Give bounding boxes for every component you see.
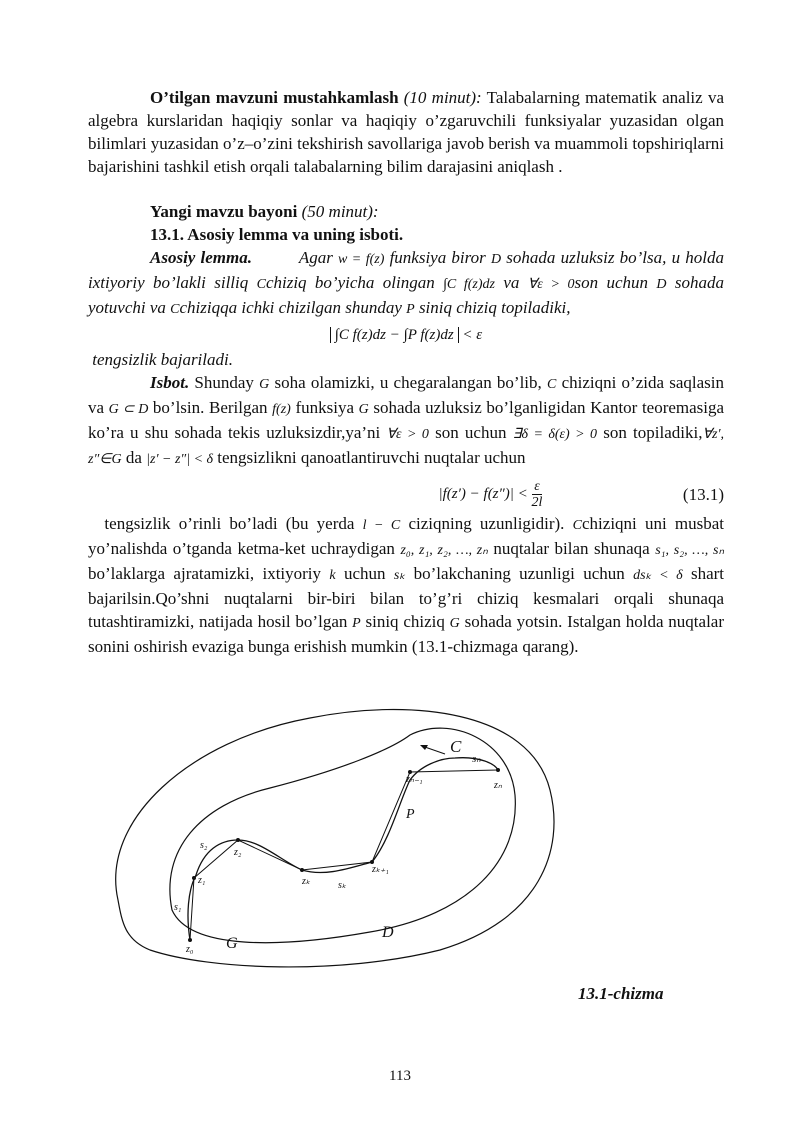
page-number: 113 <box>389 1068 411 1084</box>
figure-caption: 13.1-chizma <box>578 984 664 1003</box>
point-zn <box>496 768 500 772</box>
heading-new-topic: Yangi mavzu bayoni (50 minut): <box>150 202 379 221</box>
label-z2: z₂ <box>234 847 242 858</box>
paragraph-review <box>88 86 724 178</box>
proof-label: Isbot. <box>150 373 190 392</box>
lemma-conclusion: tengsizlik bajariladi. <box>92 350 233 369</box>
label-c: C <box>450 737 462 756</box>
review-title: O’tilgan mavzuni mustahkamlash <box>150 88 399 107</box>
label-g: G <box>226 935 238 952</box>
region-g-boundary <box>170 728 515 943</box>
label-zk1: zₖ₊₁ <box>372 864 389 875</box>
label-sk: sₖ <box>338 880 347 891</box>
point-z2 <box>236 838 240 842</box>
lemma-inequality: ∫C f(z)dz − ∫P f(z)dz < ε <box>88 327 724 344</box>
label-z1: z₁ <box>198 875 206 886</box>
label-d: D <box>382 924 394 941</box>
equation-number: (13.1) <box>682 484 724 504</box>
partition-paragraph: tengsizlik o’rinli bo’ladi (bu yerda l − C ciziqning uzunligidir). Cchiziqni uni musbat yo’nalishda o’tganda ketma-ket uchraydigan z₀, z₁, z₂, …, zₙ nuqtalar bilan shunaqa s₁, s₂, …, sₙ bo’laklarga ajratamizki, ixtiyoriy k uchun sₖ bo’lakchaning uzunligi uchun dsₖ < δ shart bajarilsin.Qo’shni nuqtalarni bir-biri bilan to’g’ri chiziq kesmalari orqali shunaqa tutashtiramizki, natijada hosil bo’lgan P siniq chiziq G sohada yotsin. Istalgan holda nuqtalar sonini oshirish evaziga bunga erishish mumkin (13.1-chizmaga qarang). <box>88 514 725 656</box>
review-time: (10 minut): <box>398 88 482 107</box>
label-s1: s₁ <box>174 902 182 913</box>
label-p: P <box>406 807 415 822</box>
equation-13-1: |f(z′) − f(z″)| < $\frac{\varepsilon}{2l}$ (13.1) <box>438 479 724 510</box>
label-z0: z₀ <box>186 944 194 955</box>
point-z0 <box>188 938 192 942</box>
point-z1 <box>192 876 196 880</box>
lemma-statement: Asosiy lemma. Agar w = f(z) funksiya biror D sohada uzluksiz bo’lsa, u holda ixtiyoriy bo’lakli silliq Cchiziq bo’yicha olingan ∫C f(z)dz va ∀ε > 0son uchun D sohada yotuvchi va Cchiziqqa ichki chizilgan shunday P siniq chiziq topiladiki, <box>88 248 725 317</box>
figure-13-1 <box>110 700 560 970</box>
region-d-boundary <box>116 710 554 967</box>
label-sn: sₙ <box>472 753 481 765</box>
lemma-label: Asosiy lemma. <box>150 248 253 267</box>
label-zk: zₖ <box>302 876 311 887</box>
label-zn1: zₙ₋₁ <box>406 774 423 785</box>
section-heading: 13.1. Asosiy lemma va uning isboti. <box>150 225 404 244</box>
label-zn: zₙ <box>494 780 502 791</box>
label-s2: s₂ <box>200 840 208 851</box>
page-body <box>88 86 724 658</box>
point-zk <box>300 868 304 872</box>
proof-paragraph: Isbot. Shunday G soha olamizki, u chegaralangan bo’lib, C chiziqni o’zida saqlasin va G ⊂ D bo’lsin. Berilgan f(z) funksiya G sohada uzluksiz bo’lganligidan Kantor teoremasiga ko’ra u shu sohada tekis uzluksizdir,ya’ni ∀ε > 0 son uchun ∃δ = δ(ε) > 0 son topiladiki,∀z′, z″∈G da |z′ − z″| < δ tengsizlikni qanoatlantiruvchi nuqtalar uchun <box>88 373 725 467</box>
review-text: Talabalarning matematik analiz va algebra kurslaridan haqiqiy sonlar va haqiqiy o’zgaruvchili funksiyalar yuzasidan olgan bilimlari yuzasidan o’z–o’zini tekshirish savollariga javob berish va muammoli topshiriqlarni bajarishini tashkil etish orqali talabalarning bilim darajasini aniqlash . <box>88 88 724 176</box>
